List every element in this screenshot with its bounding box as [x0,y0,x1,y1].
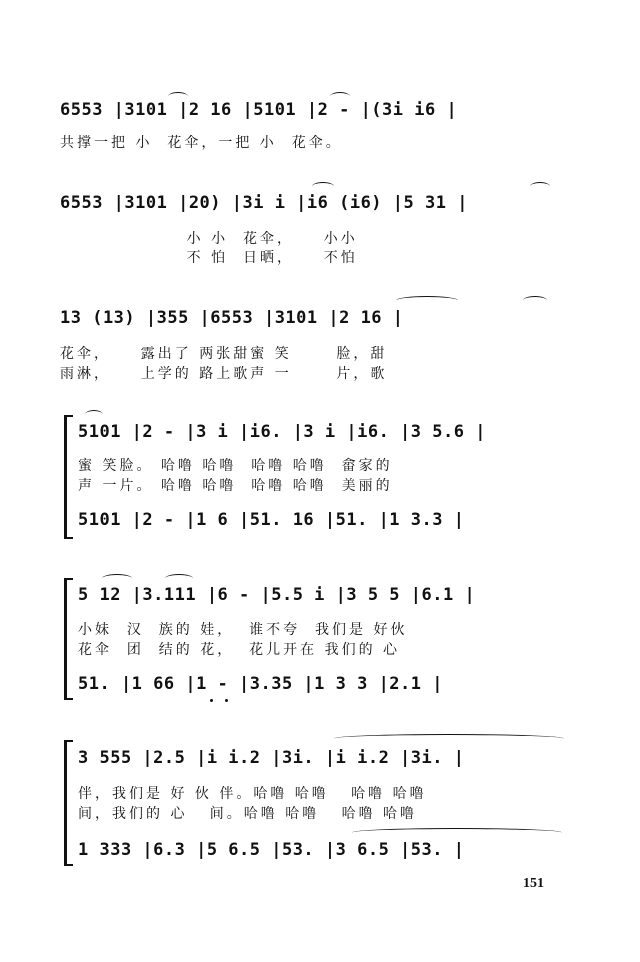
lyric-row-3b: 雨淋， 上学的 路上歌声 一 片，歌 [60,366,388,382]
slur [85,410,103,419]
notation-row-4-lower: 5101 |2 - |1 6 |51. 16 |51. |1 3.3 | [78,510,465,530]
slur [102,574,132,583]
lyric-row-6a: 伴，我们是 好 伙 伴。哈噜 哈噜 哈噜 哈噜 [78,786,427,802]
slur [312,182,334,191]
slur [523,296,547,305]
system-bracket [64,415,73,539]
slur [530,182,550,191]
slur [165,574,193,583]
lyric-row-2a: 小 小 花伞， 小小 [60,231,358,247]
notation-row-6: 3 555 |2.5 |i i.2 |3i. |i i.2 |3i. | [78,748,465,768]
lyric-row-2b: 不 怕 日晒， 不怕 [60,250,358,266]
lyric-row-4a: 蜜 笑脸。 哈噜 哈噜 哈噜 哈噜 畲家的 [78,458,393,474]
notation-row-1: 6553 |3101 |2 16 |5101 |2 - |(3i i6 | [60,100,458,120]
lyric-row-1: 共撑一把 小 花伞，一把 小 花伞。 [60,135,343,151]
notation-row-2: 6553 |3101 |20) |3i i |i6 (i6) |5 31 | [60,193,468,213]
notation-row-4: 5101 |2 - |3 i |i6. |3 i |i6. |3 5.6 | [78,422,486,442]
notation-row-6-lower: 1 333 |6.3 |5 6.5 |53. |3 6.5 |53. | [78,840,465,860]
system-bracket [64,578,73,700]
tie [334,734,564,743]
notation-row-3: 13 (13) |355 |6553 |3101 |2 16 | [60,308,404,328]
lyric-row-5b: 花伞 团 结的 花， 花儿开在 我们的 心 [78,642,401,658]
lyric-row-6b: 间，我们的 心 间。哈噜 哈噜 哈噜 哈噜 [78,806,418,822]
octave-dot [225,699,228,702]
tie [352,828,562,837]
slur [330,92,350,101]
page-number: 151 [523,876,544,891]
notation-row-5: 5 12 |3.111 |6 - |5.5 i |3 5 5 |6.1 | [78,585,476,605]
lyric-row-5a: 小妹 汉 族的 娃， 谁不夸 我们是 好伙 [78,622,408,638]
lyric-row-4b: 声 一片。 哈噜 哈噜 哈噜 哈噜 美丽的 [78,478,393,494]
slur [168,92,188,101]
octave-dot [210,699,213,702]
system-bracket [64,740,73,866]
slur [396,296,458,305]
notation-row-5-lower: 51. |1 66 |1 - |3.35 |1 3 3 |2.1 | [78,674,443,694]
lyric-row-3a: 花伞， 露出了 两张甜蜜 笑 脸，甜 [60,346,388,362]
